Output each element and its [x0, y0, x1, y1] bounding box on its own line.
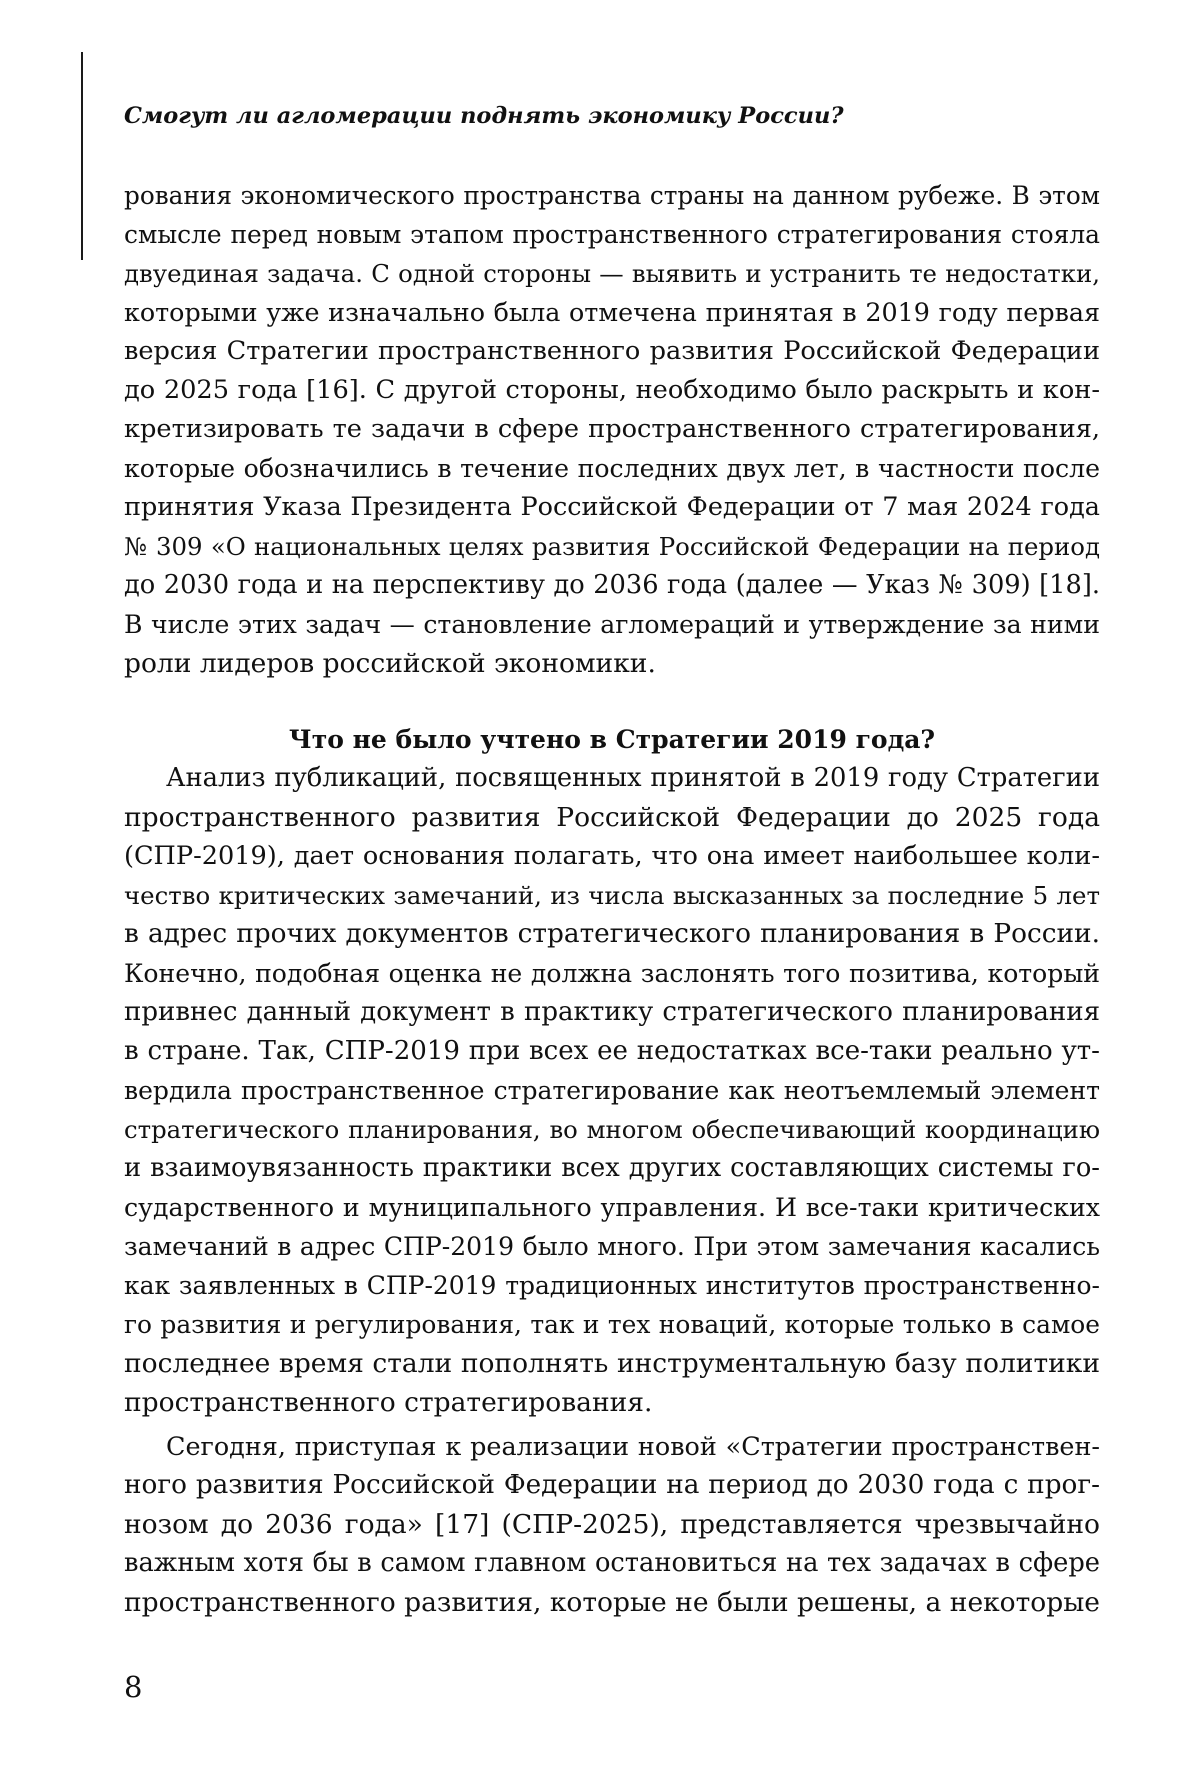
text-line: принятия Указа Президента Российской Федерации от 7 мая 2024 года	[124, 488, 1100, 527]
text-line: (СПР-2019), дает основания полагать, что она имеет наибольшее коли-	[124, 837, 1100, 876]
paragraph-analysis	[124, 759, 1100, 1422]
text-line: стратегического планирования, во многом обеспечивающий координацию	[124, 1110, 1100, 1149]
text-line: в стране. Так, СПР-2019 при всех ее недостатках все-таки реально ут-	[124, 1032, 1100, 1071]
text-line: которыми уже изначально была отмечена принятая в 2019 году первая	[124, 293, 1100, 332]
text-line: как заявленных в СПР-2019 традиционных институтов пространственно-	[124, 1266, 1100, 1305]
text-line: смысле перед новым этапом пространственного стратегирования стояла	[124, 215, 1100, 254]
margin-rule	[81, 52, 83, 260]
text-line: до 2025 года [16]. С другой стороны, необходимо было раскрыть и кон-	[124, 371, 1100, 410]
text-line: версия Стратегии пространственного развития Российской Федерации	[124, 332, 1100, 371]
text-line: В числе этих задач — становление агломераций и утверждение за ними	[124, 605, 1100, 644]
text-line: привнес данный документ в практику стратегического планирования	[124, 993, 1100, 1032]
text-line: важным хотя бы в самом главном остановиться на тех задачах в сфере	[124, 1544, 1100, 1583]
text-line: пространственного стратегирования.	[124, 1383, 1100, 1422]
text-line: го развития и регулирования, так и тех новаций, которые только в самое	[124, 1305, 1100, 1344]
text-line: пространственного развития Российской Федерации до 2025 года	[124, 798, 1100, 837]
text-line: пространственного развития, которые не были решены, а некоторые	[124, 1583, 1100, 1622]
text-line: роли лидеров российской экономики.	[124, 644, 1100, 683]
text-line: двуединая задача. С одной стороны — выявить и устранить те недостатки,	[124, 254, 1100, 293]
text-line: Анализ публикаций, посвященных принятой в 2019 году Стратегии	[124, 759, 1100, 798]
page-number: 8	[124, 1670, 142, 1705]
text-line: и взаимоувязанность практики всех других составляющих системы го-	[124, 1149, 1100, 1188]
paragraph-continuation	[124, 176, 1100, 683]
section-heading: Что не было учтено в Стратегии 2019 года?	[124, 720, 1100, 759]
text-line: последнее время стали пополнять инструментальную базу политики	[124, 1344, 1100, 1383]
text-line: рования экономического пространства страны на данном рубеже. В этом	[124, 176, 1100, 215]
text-line: сударственного и муниципального управления. И все-таки критических	[124, 1188, 1100, 1227]
text-line: вердила пространственное стратегирование как неотъемлемый элемент	[124, 1071, 1100, 1110]
running-head: Смогут ли агломерации поднять экономику России?	[124, 103, 844, 130]
text-line: Сегодня, приступая к реализации новой «Стратегии пространствен-	[124, 1427, 1100, 1466]
paragraph-today	[124, 1427, 1100, 1622]
text-line: чество критических замечаний, из числа высказанных за последние 5 лет	[124, 876, 1100, 915]
text-line: нозом до 2036 года» [17] (СПР-2025), представляется чрезвычайно	[124, 1505, 1100, 1544]
text-line: Конечно, подобная оценка не должна заслонять того позитива, который	[124, 954, 1100, 993]
text-line: замечаний в адрес СПР-2019 было много. При этом замечания касались	[124, 1227, 1100, 1266]
text-line: ного развития Российской Федерации на период до 2030 года с прог-	[124, 1466, 1100, 1505]
text-line: кретизировать те задачи в сфере пространственного стратегирования,	[124, 410, 1100, 449]
text-line: № 309 «О национальных целях развития Российской Федерации на период	[124, 527, 1100, 566]
text-line: в адрес прочих документов стратегического планирования в России.	[124, 915, 1100, 954]
text-line: до 2030 года и на перспективу до 2036 года (далее — Указ № 309) [18].	[124, 566, 1100, 605]
text-line: которые обозначились в течение последних двух лет, в частности после	[124, 449, 1100, 488]
